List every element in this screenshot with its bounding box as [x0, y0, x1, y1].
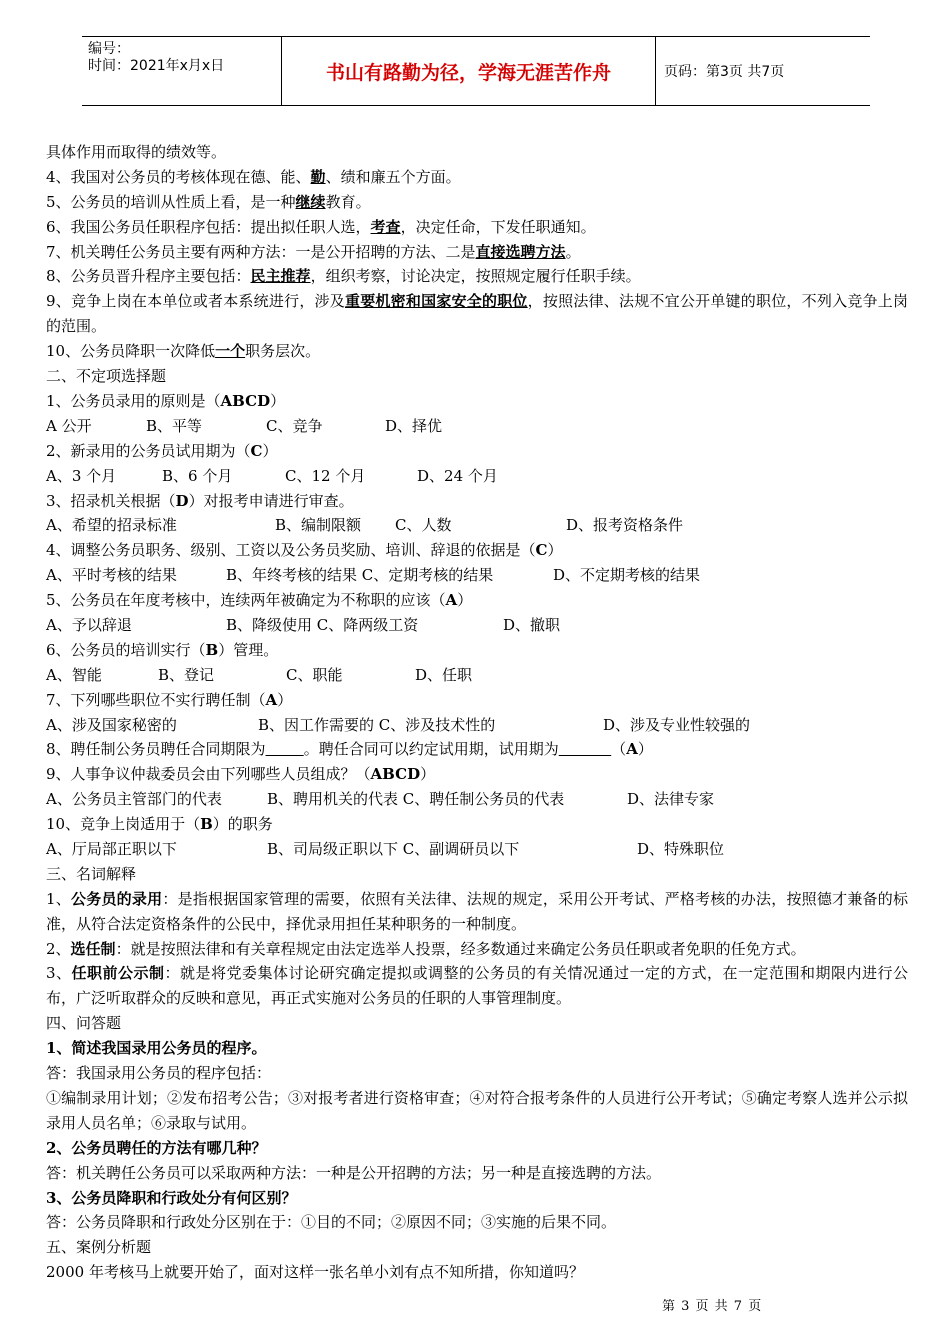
option: A、厅局部正职以下 — [46, 839, 177, 858]
choice-question-6: 6、公务员的培训实行（B）管理。 — [46, 640, 279, 659]
options-row — [46, 837, 908, 862]
option: B、6 个月 — [162, 466, 233, 485]
option: A、智能 — [46, 665, 102, 684]
options-row — [46, 464, 908, 489]
qa-answer-1-detail: ①编制录用计划；②发布招考公告；③对报考者进行资格审查；④对符合报考条件的人员进行公开考试；⑤确定考察人选并公示拟录用人员名单；⑥录取与试用。 — [46, 1088, 908, 1132]
answer-key: B — [200, 815, 213, 834]
answer-key: A — [445, 591, 458, 610]
answer-key: ABCD — [370, 765, 421, 784]
fill-question-8: 8、公务员晋升程序主要包括：民主推荐，组织考察，讨论决定，按照规定履行任职手续。 — [46, 267, 641, 286]
blank-field — [559, 737, 611, 762]
term-definition-1: 1、公务员的录用：是指根据国家管理的需要，依照有关法律、法规的规定，采用公开考试、严格考核的办法，按照德才兼备的标准，从符合法定资格条件的公民中，择优录用担任某种职务的一种制度。 — [46, 889, 908, 933]
option: B、年终考核的结果 C、定期考核的结果 — [226, 566, 494, 585]
document-body — [46, 140, 908, 1285]
choice-question-4: 4、调整公务员职务、级别、工资以及公务员奖励、培训、辞退的依据是（C） — [46, 541, 563, 560]
page-footer: 第 3 页 共 7 页 — [662, 1299, 763, 1314]
options-row — [46, 513, 908, 538]
answer-key: D — [175, 491, 189, 510]
options-row — [46, 713, 908, 738]
option: D、24 个月 — [417, 466, 498, 485]
blank-field — [266, 737, 304, 762]
choice-question-8: 8、聘任制公务员聘任合同期限为 。聘任合同可以约定试用期，试用期为 （A） — [46, 737, 908, 762]
text-line: 具体作用而取得的绩效等。 — [46, 143, 227, 161]
section-title: 二、不定项选择题 — [46, 367, 167, 386]
option: D、任职 — [415, 665, 473, 684]
qa-question-2: 2、公务员聘任的方法有哪几种？ — [46, 1138, 267, 1157]
qa-answer-2: 答：机关聘任公务员可以采取两种方法：一种是公开招聘的方法；另一种是直接选聘的方法。 — [46, 1163, 662, 1182]
option: C、竞争 — [266, 416, 323, 435]
option: A 公开 — [46, 416, 92, 435]
option: B、平等 — [146, 416, 203, 435]
options-row — [46, 613, 908, 638]
case-text: 2000 年考核马上就要开始了，面对这样一张名单小刘有点不知所措，你知道吗？ — [46, 1263, 584, 1282]
answer-key: 重要机密和国家安全的职位 — [344, 292, 528, 311]
option: B、降级使用 C、降两级工资 — [226, 615, 419, 634]
answer-key: 一个 — [215, 342, 246, 361]
fill-question-9: 9、竞争上岗在本单位或者本系统进行，涉及重要机密和国家安全的职位，按照法律、法规不宜公开单键的职位，不列入竞争上岗的范围。 — [46, 292, 908, 336]
page-header — [82, 36, 870, 106]
option: D、撤职 — [503, 615, 561, 634]
answer-key: 考查 — [370, 217, 401, 236]
choice-question-5: 5、公务员在年度考核中，连续两年被确定为不称职的应该（A） — [46, 591, 473, 610]
term: 选任制 — [70, 939, 116, 958]
qa-answer-3: 答：公务员降职和行政处分区别在于：①目的不同；②原因不同；③实施的后果不同。 — [46, 1213, 617, 1232]
option: A、平时考核的结果 — [46, 566, 177, 585]
section-title: 四、问答题 — [46, 1014, 122, 1033]
fill-question-7: 7、机关聘任公务员主要有两种方法：一是公开招聘的方法、二是直接选聘方法。 — [46, 242, 581, 261]
qa-answer-1: 答：我国录用公务员的程序包括： — [46, 1064, 272, 1083]
options-row — [46, 787, 908, 812]
section-title: 三、名词解释 — [46, 864, 137, 883]
option: D、报考资格条件 — [566, 516, 684, 535]
option: A、涉及国家秘密的 — [46, 715, 177, 734]
header-motto: 书山有路勤为径，学海无涯苦作舟 — [282, 37, 656, 105]
fill-question-5: 5、公务员的培训从性质上看，是一种继续教育。 — [46, 192, 371, 211]
answer-key: B — [205, 640, 219, 659]
qa-question-1: 1、简述我国录用公务员的程序。 — [46, 1039, 267, 1058]
choice-question-2: 2、新录用的公务员试用期为（C） — [46, 441, 278, 460]
options-row — [46, 414, 908, 439]
choice-question-9: 9、人事争议仲裁委员会由下列哪些人员组成？（ABCD） — [46, 765, 436, 784]
choice-question-10: 10、竞争上岗适用于（B）的职务 — [46, 815, 273, 834]
option: B、编制限额 — [275, 516, 362, 535]
option: A、公务员主管部门的代表 — [46, 790, 222, 809]
qa-question-3: 3、公务员降职和行政处分有何区别？ — [46, 1188, 297, 1207]
option: D、特殊职位 — [637, 839, 725, 858]
option: B、司局级正职以下 C、副调研员以下 — [267, 839, 520, 858]
option: D、不定期考核的结果 — [553, 566, 701, 585]
option: A、3 个月 — [46, 466, 117, 485]
option: A、希望的招录标准 — [46, 516, 177, 535]
answer-key: 勤 — [310, 167, 326, 186]
answer-key: 民主推荐 — [250, 267, 311, 286]
answer-key: C — [535, 541, 548, 560]
answer-key: A — [265, 690, 278, 709]
choice-question-3: 3、招录机关根据（D）对报考申请进行审查。 — [46, 491, 354, 510]
option: D、涉及专业性较强的 — [603, 715, 751, 734]
term: 公务员的录用 — [71, 889, 163, 908]
fill-question-4: 4、我国对公务员的考核体现在德、能、勤、绩和廉五个方面。 — [46, 167, 461, 186]
term-definition-3: 3、任职前公示制：就是将党委集体讨论研究确定提拟或调整的公务员的有关情况通过一定的方式，在一定范围和期限内进行公布，广泛听取群众的反映和意见，再正式实施对公务员的任职的人事管理制度。 — [46, 964, 908, 1008]
choice-question-1: 1、公务员录用的原则是（ABCD） — [46, 391, 286, 410]
answer-key: C — [250, 441, 263, 460]
term: 任职前公示制 — [71, 964, 165, 983]
answer-key: A — [626, 740, 638, 759]
fill-question-10: 10、公务员降职一次降低一个职务层次。 — [46, 342, 321, 361]
option: B、聘用机关的代表 C、聘任制公务员的代表 — [267, 790, 565, 809]
option: C、12 个月 — [285, 466, 366, 485]
options-row — [46, 563, 908, 588]
answer-key: 直接选聘方法 — [475, 242, 566, 261]
doc-date-label: 时间：2021年x月x日 — [88, 58, 225, 74]
option: C、人数 — [395, 516, 452, 535]
section-title: 五、案例分析题 — [46, 1238, 152, 1257]
option: C、职能 — [286, 665, 343, 684]
option: D、择优 — [385, 416, 443, 435]
option: B、登记 — [158, 665, 215, 684]
option: A、予以辞退 — [46, 615, 132, 634]
term-definition-2: 2、选任制：就是按照法律和有关章程规定由法定选举人投票，经多数通过来确定公务员任职或者免职的任免方式。 — [46, 939, 806, 958]
fill-question-6: 6、我国公务员任职程序包括：提出拟任职人选，考查，决定任命，下发任职通知。 — [46, 217, 596, 236]
doc-id-label: 编号： — [88, 41, 130, 57]
header-left — [82, 37, 282, 105]
header-page-label: 页码：第3页 共7页 — [664, 64, 785, 80]
options-row — [46, 663, 908, 688]
answer-key: ABCD — [220, 391, 271, 410]
option: B、因工作需要的 C、涉及技术性的 — [258, 715, 496, 734]
choice-question-7: 7、下列哪些职位不实行聘任制（A） — [46, 690, 293, 709]
answer-key: 继续 — [295, 192, 326, 211]
option: D、法律专家 — [627, 790, 715, 809]
